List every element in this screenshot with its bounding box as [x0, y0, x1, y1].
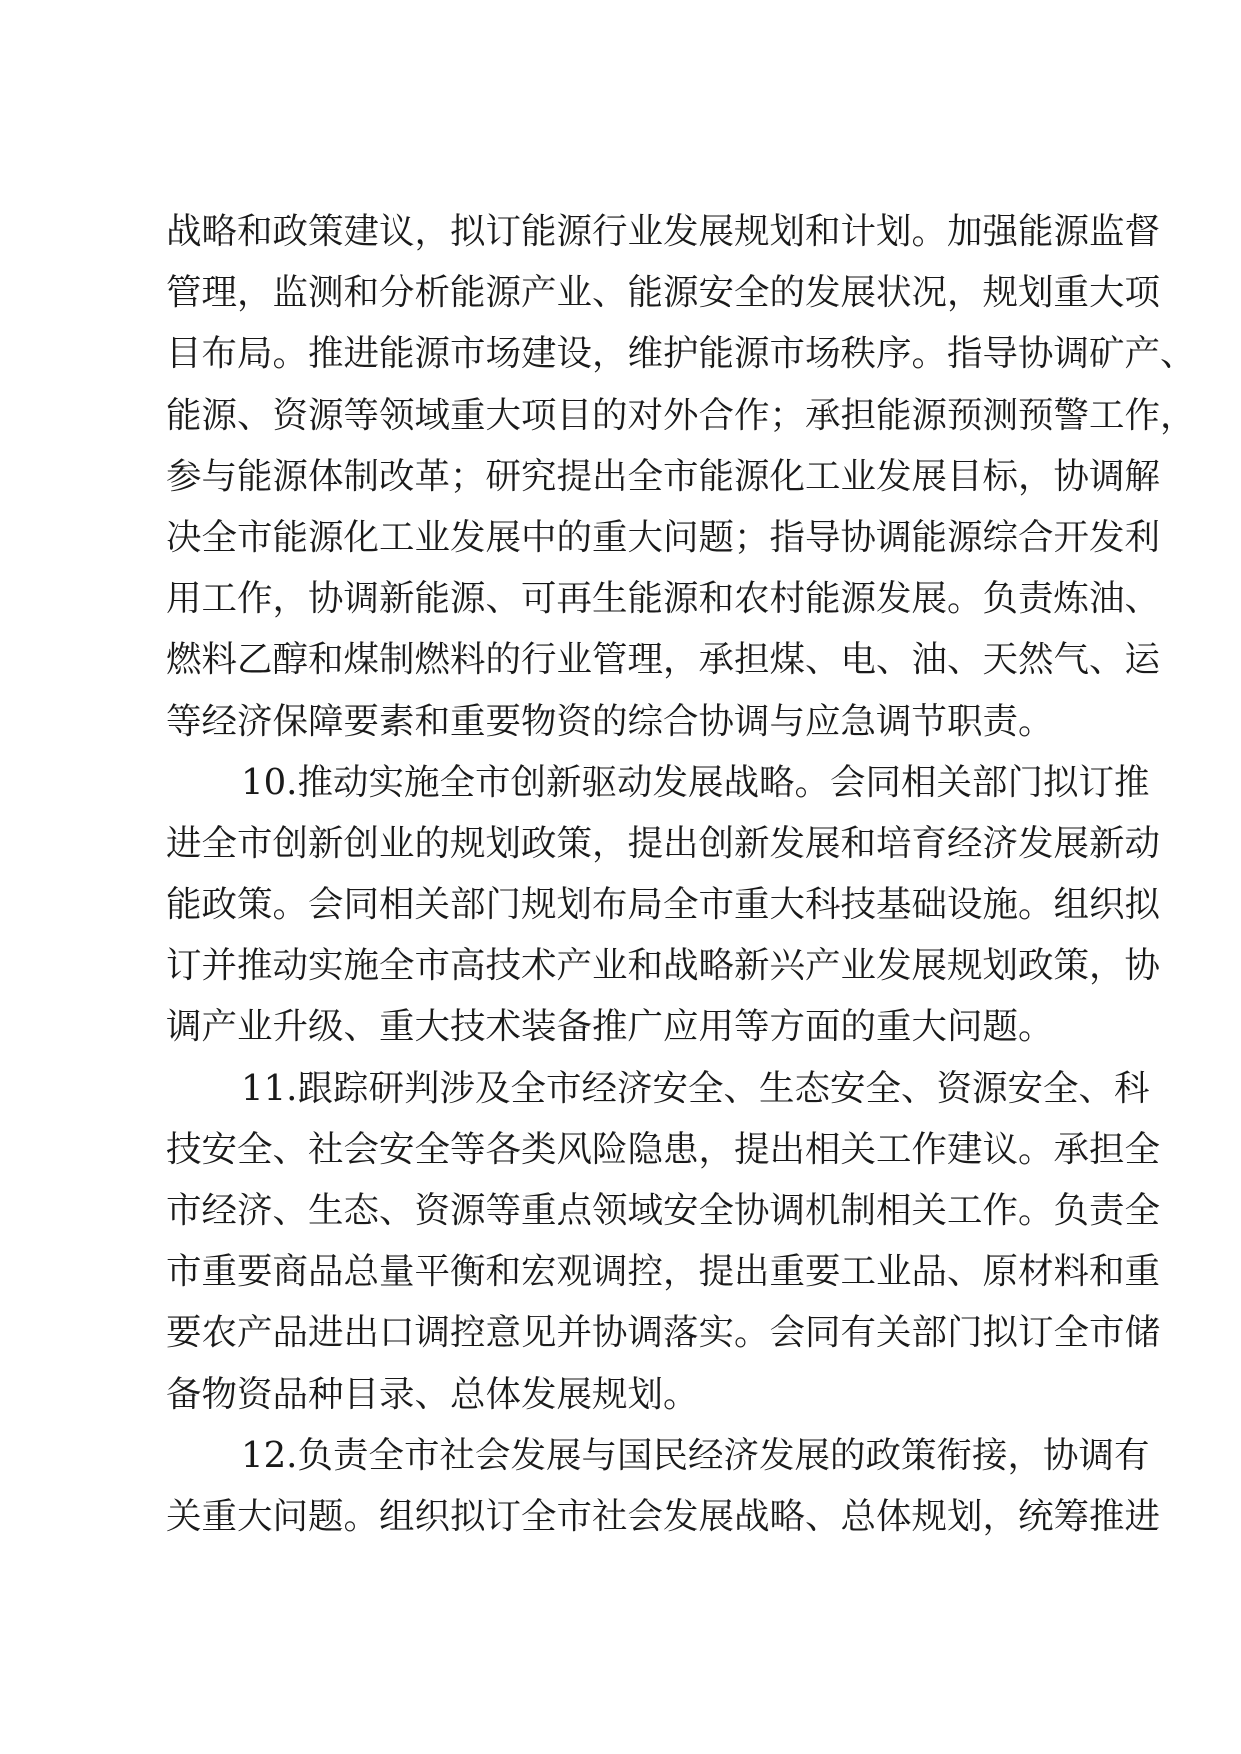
text-line: 要农产品进出口调控意见并协调落实。会同有关部门拟订全市储	[166, 1312, 1161, 1354]
document-body	[166, 201, 1196, 1547]
text-line: 关重大问题。组织拟订全市社会发展战略、总体规划，统筹推进	[166, 1495, 1161, 1537]
text-line: 备物资品种目录、总体发展规划。	[166, 1373, 699, 1415]
paragraph-first-line: 12.负责全市社会发展与国民经济发展的政策衔接，协调有	[241, 1434, 1150, 1476]
text-line: 目布局。推进能源市场建设，维护能源市场秩序。指导协调矿产、	[166, 333, 1196, 375]
text-line: 技安全、社会安全等各类风险隐患，提出相关工作建议。承担全	[166, 1128, 1161, 1170]
text-line: 参与能源体制改革；研究提出全市能源化工业发展目标，协调解	[166, 455, 1161, 497]
paragraph-10	[166, 752, 1161, 1058]
paragraph-energy-continued	[166, 201, 1196, 752]
text-line: 等经济保障要素和重要物资的综合协调与应急调节职责。	[166, 700, 1054, 742]
text-line: 燃料乙醇和煤制燃料的行业管理，承担煤、电、油、天然气、运	[166, 639, 1161, 681]
text-line: 市重要商品总量平衡和宏观调控，提出重要工业品、原材料和重	[166, 1251, 1161, 1293]
text-line: 战略和政策建议，拟订能源行业发展规划和计划。加强能源监督	[166, 211, 1161, 252]
text-line: 用工作，协调新能源、可再生能源和农村能源发展。负责炼油、	[166, 578, 1161, 620]
text-line: 调产业升级、重大技术装备推广应用等方面的重大问题。	[166, 1006, 1054, 1048]
paragraph-12	[166, 1425, 1161, 1547]
text-line: 能源、资源等领域重大项目的对外合作；承担能源预测预警工作，	[166, 394, 1196, 436]
paragraph-11	[166, 1058, 1161, 1425]
text-line: 订并推动实施全市高技术产业和战略新兴产业发展规划政策，协	[166, 945, 1161, 987]
text-line: 能政策。会同相关部门规划布局全市重大科技基础设施。组织拟	[166, 884, 1161, 926]
text-line: 管理，监测和分析能源产业、能源安全的发展状况，规划重大项	[166, 272, 1161, 314]
paragraph-first-line: 11.跟踪研判涉及全市经济安全、生态安全、资源安全、科	[241, 1067, 1150, 1109]
text-line: 决全市能源化工业发展中的重大问题；指导协调能源综合开发利	[166, 516, 1161, 558]
text-line: 市经济、生态、资源等重点领域安全协调机制相关工作。负责全	[166, 1190, 1161, 1231]
text-line: 进全市创新创业的规划政策，提出创新发展和培育经济发展新动	[166, 822, 1161, 864]
paragraph-first-line: 10.推动实施全市创新驱动发展战略。会同相关部门拟订推	[241, 761, 1150, 803]
